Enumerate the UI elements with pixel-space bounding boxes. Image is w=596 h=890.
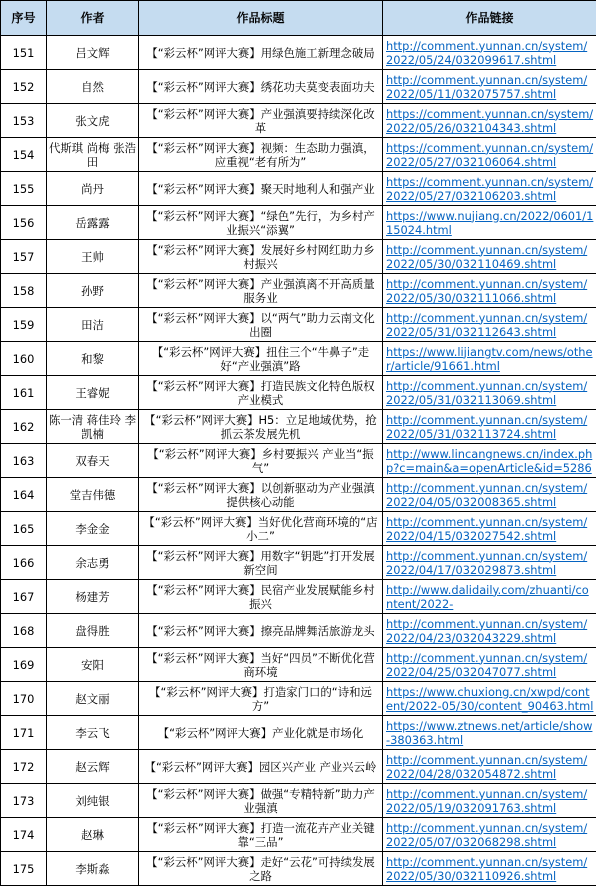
table-row [1, 852, 596, 886]
table-row [1, 104, 596, 138]
cell-link[interactable]: http://comment.yunnan.cn/system/2022/05/30/032111066.shtml [383, 274, 596, 308]
table-row [1, 138, 596, 172]
cell-author[interactable]: 李斯淼 [47, 852, 139, 886]
cell-title[interactable]: 【“彩云杯”网评大赛】产业强滇离不开高质量服务业 [139, 274, 383, 308]
cell-author[interactable]: 陈一清 蒋佳玲 李凯楠 [47, 410, 139, 444]
cell-author[interactable]: 李云飞 [47, 716, 139, 750]
cell-title[interactable]: 【“彩云杯”网评大赛】园区兴产业 产业兴云岭 [139, 750, 383, 784]
cell-link[interactable]: http://comment.yunnan.cn/system/2022/04/05/032008365.shtml [383, 478, 596, 512]
cell-no[interactable]: 164 [1, 478, 47, 512]
cell-link[interactable]: http://comment.yunnan.cn/system/2022/05/11/032075757.shtml [383, 70, 596, 104]
cell-title[interactable]: 【“彩云杯”网评大赛】当好优化营商环境的“店小二” [139, 512, 383, 546]
cell-no[interactable]: 165 [1, 512, 47, 546]
table-row [1, 614, 596, 648]
cell-author[interactable]: 双春天 [47, 444, 139, 478]
cell-no[interactable]: 168 [1, 614, 47, 648]
cell-link[interactable]: http://comment.yunnan.cn/system/2022/05/24/032099617.shtml [383, 36, 596, 70]
cell-no[interactable]: 170 [1, 682, 47, 716]
cell-title[interactable]: 【“彩云杯”网评大赛】打造家门口的“诗和远方” [139, 682, 383, 716]
header-row [1, 1, 596, 36]
cell-title[interactable]: 【“彩云杯”网评大赛】当好“四员”不断优化营商环境 [139, 648, 383, 682]
cell-title[interactable]: 【“彩云杯”网评大赛】民宿产业发展赋能乡村振兴 [139, 580, 383, 614]
cell-author[interactable]: 李金金 [47, 512, 139, 546]
cell-no[interactable]: 151 [1, 36, 47, 70]
cell-title[interactable]: 【“彩云杯”网评大赛】产业化就是市场化 [139, 716, 383, 750]
cell-no[interactable]: 153 [1, 104, 47, 138]
table-row [1, 36, 596, 70]
cell-link[interactable]: https://comment.yunnan.cn/system/2022/05/27/032106203.shtml [383, 172, 596, 206]
table-row [1, 206, 596, 240]
header-title[interactable]: 作品标题 [139, 1, 383, 36]
cell-link[interactable]: https://comment.yunnan.cn/system/2022/05/27/032106064.shtml [383, 138, 596, 172]
table-row [1, 376, 596, 410]
cell-title[interactable]: 【“彩云杯”网评大赛】打造民族文化特色版权产业模式 [139, 376, 383, 410]
cell-no[interactable]: 154 [1, 138, 47, 172]
cell-no[interactable]: 167 [1, 580, 47, 614]
cell-title[interactable]: 【“彩云杯”网评大赛】打造一流花卉产业关键靠“三品” [139, 818, 383, 852]
cell-title[interactable]: 【“彩云杯”网评大赛】以创新驱动为产业强滇提供核心动能 [139, 478, 383, 512]
table-row [1, 308, 596, 342]
cell-author[interactable]: 孙野 [47, 274, 139, 308]
cell-author[interactable]: 王帅 [47, 240, 139, 274]
header-link[interactable]: 作品链接 [383, 1, 596, 36]
cell-no[interactable]: 160 [1, 342, 47, 376]
cell-link[interactable]: http://comment.yunnan.cn/system/2022/05/31/032112643.shtml [383, 308, 596, 342]
table-row [1, 784, 596, 818]
table-row [1, 512, 596, 546]
cell-link[interactable]: https://www.ztnews.net/article/show-380363.html [383, 716, 596, 750]
table-row [1, 716, 596, 750]
cell-title[interactable]: 【“彩云杯”网评大赛】“绿色”先行，为乡村产业振兴“添翼” [139, 206, 383, 240]
table-row [1, 240, 596, 274]
cell-no[interactable]: 155 [1, 172, 47, 206]
cell-title[interactable]: 【“彩云杯”网评大赛】用数字“钥匙”打开发展新空间 [139, 546, 383, 580]
cell-author[interactable]: 杨建芳 [47, 580, 139, 614]
cell-no[interactable]: 158 [1, 274, 47, 308]
cell-title[interactable]: 【“彩云杯”网评大赛】发展好乡村网红助力乡村振兴 [139, 240, 383, 274]
cell-no[interactable]: 169 [1, 648, 47, 682]
table-row [1, 818, 596, 852]
cell-link[interactable]: http://comment.yunnan.cn/system/2022/04/17/032029873.shtml [383, 546, 596, 580]
cell-author[interactable]: 安阳 [47, 648, 139, 682]
cell-title[interactable]: 【“彩云杯”网评大赛】绣花功夫莫变表面功夫 [139, 70, 383, 104]
cell-no[interactable]: 173 [1, 784, 47, 818]
cell-author[interactable]: 吕文辉 [47, 36, 139, 70]
cell-author[interactable]: 岳露露 [47, 206, 139, 240]
cell-link[interactable]: https://www.chuxiong.cn/xwpd/content/2022-05/30/content_90463.html [383, 682, 596, 716]
cell-title[interactable]: 【“彩云杯”网评大赛】走好“云花”可持续发展之路 [139, 852, 383, 886]
cell-no[interactable]: 159 [1, 308, 47, 342]
cell-author[interactable]: 赵文丽 [47, 682, 139, 716]
cell-no[interactable]: 172 [1, 750, 47, 784]
table-row [1, 648, 596, 682]
cell-link[interactable]: http://comment.yunnan.cn/system/2022/04/28/032054872.shtml [383, 750, 596, 784]
cell-author[interactable]: 赵琳 [47, 818, 139, 852]
cell-author[interactable]: 自然 [47, 70, 139, 104]
cell-link[interactable]: http://comment.yunnan.cn/system/2022/05/19/032091763.shtml [383, 784, 596, 818]
table-body [1, 36, 596, 886]
cell-title[interactable]: 【“彩云杯”网评大赛】用绿色施工新理念破局 [139, 36, 383, 70]
cell-link[interactable]: http://comment.yunnan.cn/system/2022/05/31/032113069.shtml [383, 376, 596, 410]
cell-author[interactable]: 田洁 [47, 308, 139, 342]
cell-link[interactable]: http://comment.yunnan.cn/system/2022/04/25/032047077.shtml [383, 648, 596, 682]
cell-link[interactable]: http://comment.yunnan.cn/system/2022/04/23/032043229.shtml [383, 614, 596, 648]
table-header [1, 1, 596, 36]
cell-no[interactable]: 157 [1, 240, 47, 274]
cell-link[interactable]: https://www.nujiang.cn/2022/0601/115024.html [383, 206, 596, 240]
cell-author[interactable]: 余志勇 [47, 546, 139, 580]
table-row [1, 444, 596, 478]
cell-title[interactable]: 【“彩云杯”网评大赛】视频：生态助力强滇，应重视“老有所为” [139, 138, 383, 172]
table-row [1, 750, 596, 784]
cell-link[interactable]: https://www.lijiangtv.com/news/other/article/91661.html [383, 342, 596, 376]
cell-author[interactable]: 张文虎 [47, 104, 139, 138]
cell-no[interactable]: 166 [1, 546, 47, 580]
cell-no[interactable]: 161 [1, 376, 47, 410]
cell-link[interactable]: http://comment.yunnan.cn/system/2022/05/07/032068298.shtml [383, 818, 596, 852]
cell-title[interactable]: 【“彩云杯”网评大赛】擦亮品牌舞活旅游龙头 [139, 614, 383, 648]
table-row [1, 478, 596, 512]
cell-title[interactable]: 【“彩云杯”网评大赛】做强“专精特新”助力产业强滇 [139, 784, 383, 818]
cell-title[interactable]: 【“彩云杯”网评大赛】产业强滇要持续深化改革 [139, 104, 383, 138]
cell-link[interactable]: http://www.dalidaily.com/zhuanti/content/2022- [383, 580, 596, 614]
cell-link[interactable]: http://www.lincangnews.cn/index.php?c=main&a=openArticle&id=5286 [383, 444, 596, 478]
cell-link[interactable]: http://comment.yunnan.cn/system/2022/04/15/032027542.shtml [383, 512, 596, 546]
cell-author[interactable]: 堂吉伟德 [47, 478, 139, 512]
cell-link[interactable]: http://comment.yunnan.cn/system/2022/05/30/032110469.shtml [383, 240, 596, 274]
cell-no[interactable]: 156 [1, 206, 47, 240]
table-row [1, 580, 596, 614]
cell-no[interactable]: 152 [1, 70, 47, 104]
cell-no[interactable]: 162 [1, 410, 47, 444]
cell-author[interactable]: 盘得胜 [47, 614, 139, 648]
cell-title[interactable]: 【“彩云杯”网评大赛】扭住三个“牛鼻子”走好“产业强滇”路 [139, 342, 383, 376]
table-row [1, 682, 596, 716]
cell-title[interactable]: 【“彩云杯”网评大赛】乡村要振兴 产业当“振气” [139, 444, 383, 478]
cell-title[interactable]: 【“彩云杯”网评大赛】H5：立足地域优势，抢抓云茶发展先机 [139, 410, 383, 444]
cell-author[interactable]: 代斯琪 尚梅 张浩田 [47, 138, 139, 172]
cell-author[interactable]: 和黎 [47, 342, 139, 376]
table-row [1, 342, 596, 376]
cell-title[interactable]: 【“彩云杯”网评大赛】以“两气”助力云南文化出圈 [139, 308, 383, 342]
cell-link[interactable]: http://comment.yunnan.cn/system/2022/05/31/032113724.shtml [383, 410, 596, 444]
cell-author[interactable]: 王睿妮 [47, 376, 139, 410]
table-row [1, 274, 596, 308]
header-author[interactable]: 作者 [47, 1, 139, 36]
cell-link[interactable]: https://comment.yunnan.cn/system/2022/05/26/032104343.shtml [383, 104, 596, 138]
table-row [1, 70, 596, 104]
table-row [1, 546, 596, 580]
table-row [1, 172, 596, 206]
cell-no[interactable]: 175 [1, 852, 47, 886]
header-no[interactable]: 序号 [1, 1, 47, 36]
cell-author[interactable]: 赵云辉 [47, 750, 139, 784]
cell-title[interactable]: 【“彩云杯”网评大赛】聚天时地利人和强产业 [139, 172, 383, 206]
cell-link[interactable]: http://comment.yunnan.cn/system/2022/05/30/032110926.shtml [383, 852, 596, 886]
cell-author[interactable]: 尚丹 [47, 172, 139, 206]
table-row [1, 410, 596, 444]
cell-no[interactable]: 171 [1, 716, 47, 750]
cell-no[interactable]: 163 [1, 444, 47, 478]
cell-no[interactable]: 174 [1, 818, 47, 852]
cell-author[interactable]: 刘纯银 [47, 784, 139, 818]
